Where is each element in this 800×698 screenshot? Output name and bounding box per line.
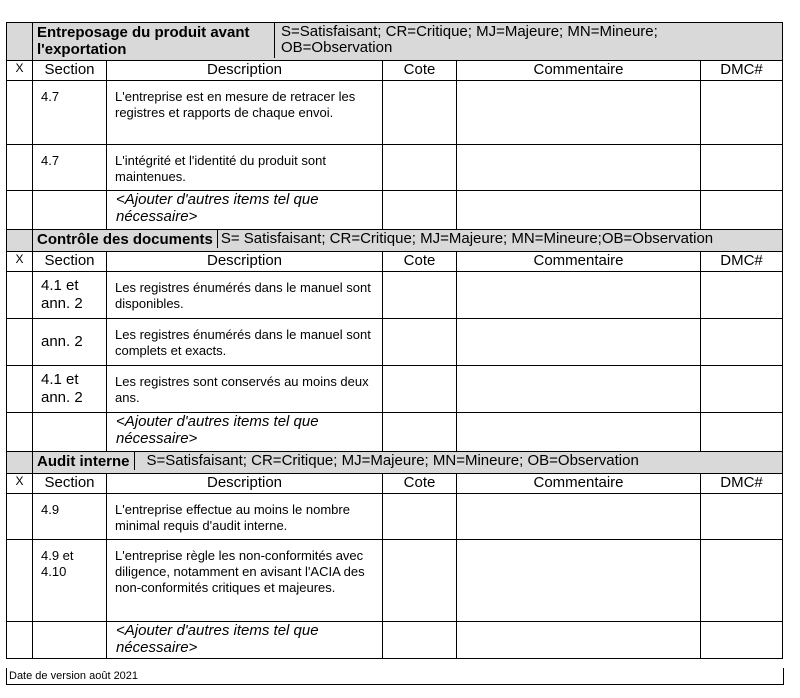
table-row (7, 319, 783, 366)
dmc-cell[interactable] (701, 622, 783, 659)
cote-cell[interactable] (383, 540, 457, 622)
section-header-storage (7, 23, 783, 61)
commentaire-cell[interactable] (457, 272, 701, 319)
col-description: Description (107, 474, 383, 494)
section-ref (33, 622, 107, 659)
cote-cell[interactable] (383, 272, 457, 319)
col-dmc: DMC# (701, 252, 783, 272)
dmc-cell[interactable] (701, 319, 783, 366)
column-header-row (7, 474, 783, 494)
col-cote: Cote (383, 61, 457, 81)
section-marker-cell (7, 23, 33, 61)
col-x: X (7, 252, 33, 272)
add-items-note: <Ajouter d'autres items tel que nécessaire> (107, 191, 383, 230)
column-header-row (7, 252, 783, 272)
col-dmc: DMC# (701, 474, 783, 494)
item-description: L'intégrité et l'identité du produit sont maintenues. (107, 145, 383, 191)
checklist-table (6, 22, 783, 659)
commentaire-cell[interactable] (457, 191, 701, 230)
section-ref: 4.7 (33, 81, 107, 145)
col-commentaire: Commentaire (457, 252, 701, 272)
x-cell[interactable] (7, 191, 33, 230)
item-description: Les registres énumérés dans le manuel sont disponibles. (107, 272, 383, 319)
add-items-row (7, 191, 783, 230)
x-cell[interactable] (7, 272, 33, 319)
col-section: Section (33, 252, 107, 272)
item-description: L'entreprise est en mesure de retracer les registres et rapports de chaque envoi. (107, 81, 383, 145)
x-cell[interactable] (7, 622, 33, 659)
dmc-cell[interactable] (701, 366, 783, 413)
rating-legend: S=Satisfaisant; CR=Critique; MJ=Majeure; MN=Mineure; OB=Observation (281, 23, 658, 56)
dmc-cell[interactable] (701, 81, 783, 145)
item-description: L'entreprise règle les non-conformités avec diligence, notamment en avisant l'ACIA des non-conformités critiques et majeures. (107, 540, 383, 622)
table-row (7, 145, 783, 191)
col-description: Description (107, 61, 383, 81)
x-cell[interactable] (7, 413, 33, 452)
col-dmc: DMC# (701, 61, 783, 81)
commentaire-cell[interactable] (457, 81, 701, 145)
table-row (7, 81, 783, 145)
x-cell[interactable] (7, 319, 33, 366)
rating-legend: S= Satisfaisant; CR=Critique; MJ=Majeure; MN=Mineure;OB=Observation (220, 230, 714, 247)
dmc-cell[interactable] (701, 413, 783, 452)
x-cell[interactable] (7, 366, 33, 413)
x-cell[interactable] (7, 540, 33, 622)
dmc-cell[interactable] (701, 494, 783, 540)
section-marker-cell (7, 230, 33, 252)
section-title: Audit interne (33, 452, 135, 470)
table-row (7, 366, 783, 413)
section-ref (33, 413, 107, 452)
col-section: Section (33, 474, 107, 494)
commentaire-cell[interactable] (457, 413, 701, 452)
dmc-cell[interactable] (701, 191, 783, 230)
col-cote: Cote (383, 252, 457, 272)
cote-cell[interactable] (383, 622, 457, 659)
cote-cell[interactable] (383, 81, 457, 145)
column-header-row (7, 61, 783, 81)
col-section: Section (33, 61, 107, 81)
x-cell[interactable] (7, 494, 33, 540)
col-cote: Cote (383, 474, 457, 494)
table-row (7, 494, 783, 540)
col-x: X (7, 61, 33, 81)
x-cell[interactable] (7, 81, 33, 145)
section-header-documents (7, 230, 783, 252)
section-ref: 4.1 et ann. 2 (33, 272, 107, 319)
section-ref (33, 191, 107, 230)
section-ref: ann. 2 (33, 319, 107, 366)
col-x: X (7, 474, 33, 494)
dmc-cell[interactable] (701, 145, 783, 191)
section-ref: 4.9 et 4.10 (33, 540, 107, 622)
cote-cell[interactable] (383, 191, 457, 230)
commentaire-cell[interactable] (457, 145, 701, 191)
section-ref: 4.9 (33, 494, 107, 540)
col-commentaire: Commentaire (457, 61, 701, 81)
cote-cell[interactable] (383, 145, 457, 191)
x-cell[interactable] (7, 145, 33, 191)
item-description: L'entreprise effectue au moins le nombre minimal requis d'audit interne. (107, 494, 383, 540)
commentaire-cell[interactable] (457, 494, 701, 540)
item-description: Les registres énumérés dans le manuel sont complets et exacts. (107, 319, 383, 366)
commentaire-cell[interactable] (457, 319, 701, 366)
section-ref: 4.1 et ann. 2 (33, 366, 107, 413)
dmc-cell[interactable] (701, 540, 783, 622)
add-items-note: <Ajouter d'autres items tel que nécessaire> (107, 413, 383, 452)
section-marker-cell (7, 452, 33, 474)
section-title: Entreposage du produit avant l'exportation (33, 23, 275, 58)
version-footer: Date de version août 2021 (6, 668, 784, 685)
add-items-row (7, 622, 783, 659)
col-description: Description (107, 252, 383, 272)
dmc-cell[interactable] (701, 272, 783, 319)
cote-cell[interactable] (383, 366, 457, 413)
item-description: Les registres sont conservés au moins deux ans. (107, 366, 383, 413)
cote-cell[interactable] (383, 494, 457, 540)
rating-legend: S=Satisfaisant; CR=Critique; MJ=Majeure; MN=Mineure; OB=Observation (146, 452, 639, 469)
section-header-audit (7, 452, 783, 474)
commentaire-cell[interactable] (457, 366, 701, 413)
commentaire-cell[interactable] (457, 540, 701, 622)
add-items-note: <Ajouter d'autres items tel que nécessaire> (107, 622, 383, 659)
section-title: Contrôle des documents (33, 230, 218, 248)
cote-cell[interactable] (383, 319, 457, 366)
table-row (7, 540, 783, 622)
cote-cell[interactable] (383, 413, 457, 452)
col-commentaire: Commentaire (457, 474, 701, 494)
add-items-row (7, 413, 783, 452)
checklist (6, 22, 782, 659)
section-ref: 4.7 (33, 145, 107, 191)
table-row (7, 272, 783, 319)
commentaire-cell[interactable] (457, 622, 701, 659)
